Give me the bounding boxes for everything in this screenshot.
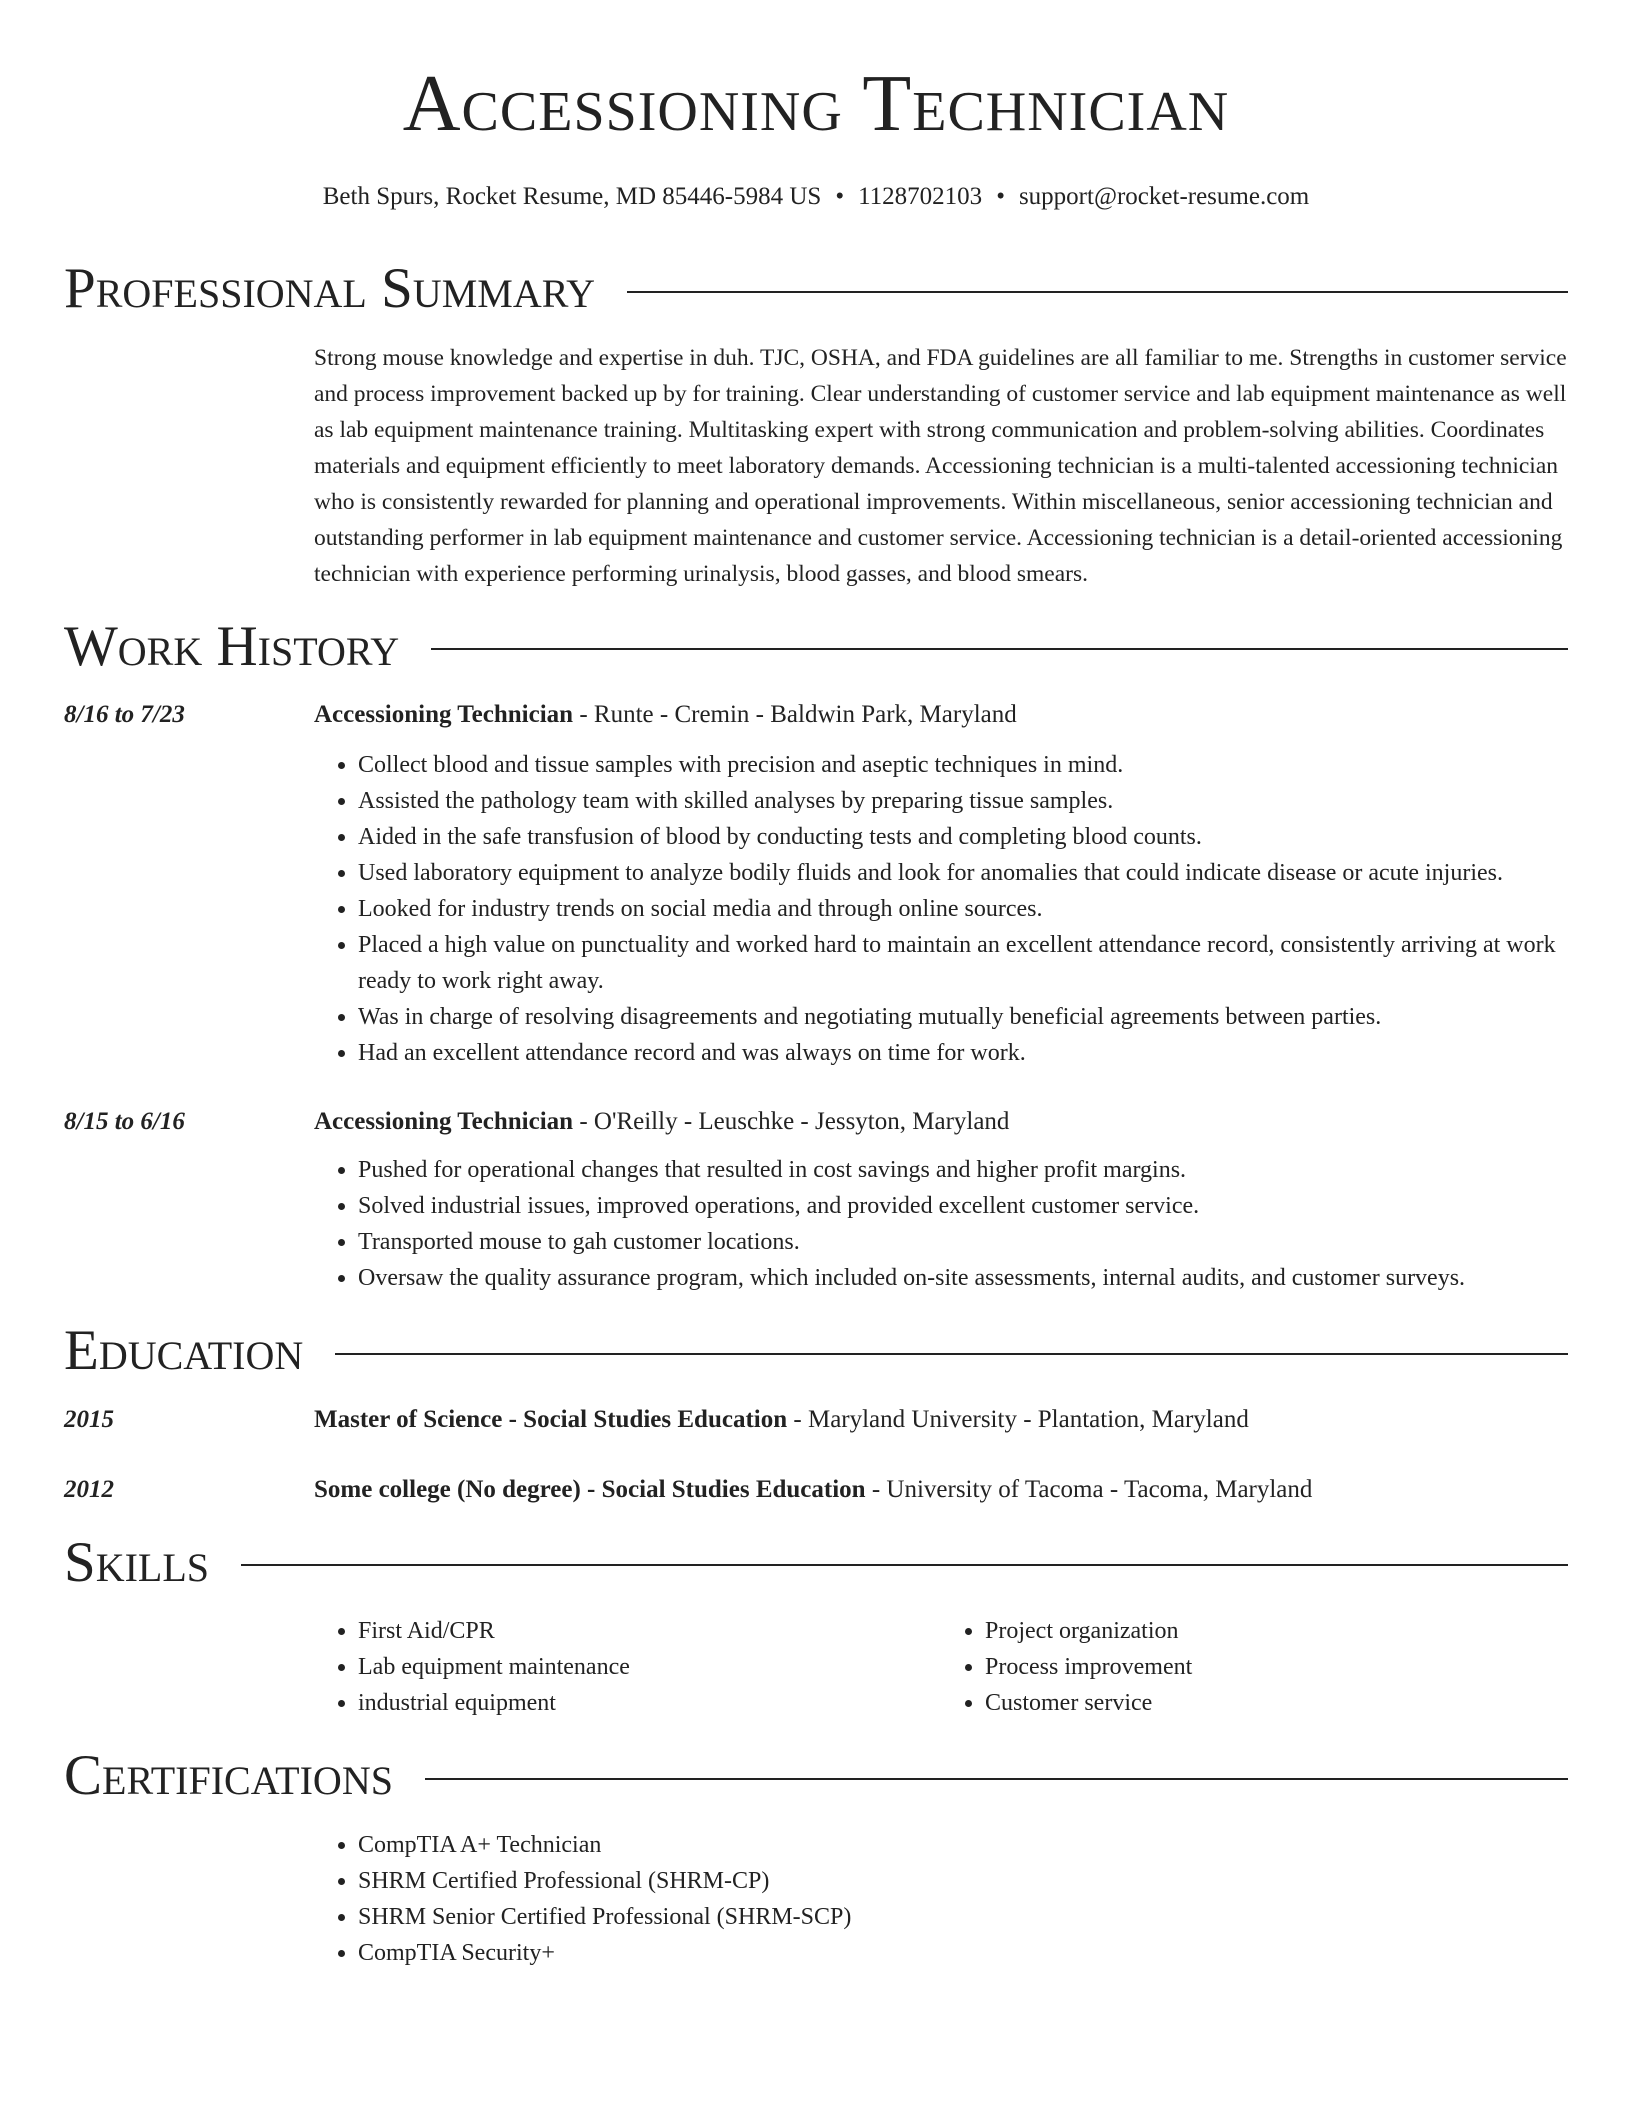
education-degree: Some college (No degree) - Social Studies Education [314,1475,866,1503]
certifications-row [64,1827,1568,1971]
section-divider [425,1778,1568,1780]
section-header [64,1530,1568,1596]
job-title: Accessioning Technician [314,1108,574,1136]
section-header [64,1743,1568,1809]
list-item: • Oversaw the quality assurance program, which included on-site assessments, internal audits, and customer surveys. [358,1260,1568,1296]
job-dates: 8/15 to 6/16 [64,1108,185,1136]
job-entry [64,1104,1568,1296]
list-item: • Pushed for operational changes that resulted in cost savings and higher profit margins. [358,1152,1568,1188]
education-body [314,1402,1568,1438]
section-title-skills: Skills [64,1530,210,1594]
list-item: • Placed a high value on punctuality and worked hard to maintain an excellent attendance record, consistently arriving at work ready to work right away. [358,927,1568,999]
job-body [314,1104,1568,1296]
list-item: • Solved industrial issues, improved operations, and provided excellent customer service. [358,1188,1568,1224]
contact-email: support@rocket-resume.com [1018,183,1310,210]
skill-item: • Customer service [985,1685,1568,1721]
education-section [64,1318,1568,1508]
list-item: • Was in charge of resolving disagreements and negotiating mutually beneficial agreements between parties. [358,999,1568,1035]
education-degree: Master of Science - Social Studies Education [314,1405,788,1433]
section-title-work: Work History [64,614,400,678]
list-item: • Assisted the pathology team with skilled analyses by preparing tissue samples. [358,783,1568,819]
skill-item: • Lab equipment maintenance [358,1649,941,1685]
skills-row [64,1613,1568,1721]
skills-left-gutter [64,1613,314,1721]
job-duties-list [314,747,1568,1071]
summary-row [64,340,1568,592]
section-title-education: Education [64,1319,304,1383]
certifications-list [314,1827,1568,1971]
summary-left-gutter [64,340,314,592]
contact-line [64,182,1568,212]
skills-grid [314,1613,1568,1721]
job-heading [314,697,1568,733]
summary-body [314,340,1568,592]
skill-item: • Project organization [985,1613,1568,1649]
section-divider [335,1353,1568,1355]
education-entry [64,1472,1568,1508]
certifications-section [64,1743,1568,1971]
summary-text: Strong mouse knowledge and expertise in duh. TJC, OSHA, and FDA guidelines are all familiar to me. Strengths in customer service and process improvement backed up by for training. Clear understanding of customer service and lab equipment maintenance as well as lab equipment maintenance training. Multitasking expert with strong communication and problem-solving abilities. Coordinates materials and equipment efficiently to meet laboratory demands. Accessioning technician is a multi-talented accessioning technician who is consistently rewarded for planning and operational improvements. Within miscellaneous, senior accessioning technician and outstanding performer in lab equipment maintenance and customer service. Accessioning technician is a detail-oriented accessioning technician with experience performing urinalysis, blood gasses, and blood smears. [314,344,1567,587]
job-title: Accessioning Technician [314,701,574,729]
section-header [64,256,1568,322]
section-title-summary: Professional Summary [64,257,596,320]
section-divider [241,1564,1568,1566]
work-history-section [64,614,1568,1297]
certification-item: • SHRM Senior Certified Professional (SHRM-SCP) [358,1899,1568,1935]
education-heading [314,1402,1568,1438]
education-school: - University of Tacoma - Tacoma, Maryland [865,1475,1313,1503]
skills-section [64,1530,1568,1722]
education-school: - Maryland University - Plantation, Maryland [787,1405,1249,1433]
job-dates: 8/16 to 7/23 [64,701,185,729]
certification-item: • CompTIA Security+ [358,1935,1568,1971]
certifications-left-gutter [64,1827,314,1971]
job-employer: - Runte - Cremin - Baldwin Park, Maryland [573,701,1017,729]
contact-separator: • [835,183,845,210]
list-item: • Had an excellent attendance record and was always on time for work. [358,1035,1568,1071]
list-item: • Collect blood and tissue samples with precision and aseptic techniques in mind. [358,747,1568,783]
education-entry [64,1402,1568,1438]
education-year: 2015 [64,1405,114,1433]
certification-item: • SHRM Certified Professional (SHRM-CP) [358,1863,1568,1899]
section-header [64,1318,1568,1384]
skills-list-left [314,1613,941,1721]
section-title-certifications: Certifications [64,1744,393,1808]
job-heading [314,1104,1568,1140]
skill-item: • First Aid/CPR [358,1613,941,1649]
certification-item: • CompTIA A+ Technician [358,1827,1568,1863]
job-employer: - O'Reilly - Leuschke - Jessyton, Maryland [573,1108,1010,1136]
contact-phone: 1128702103 [858,183,983,210]
education-year: 2012 [64,1475,114,1503]
education-heading [314,1472,1568,1508]
job-body [314,697,1568,1071]
contact-separator: • [996,183,1005,210]
section-divider [431,648,1568,650]
contact-address: Beth Spurs, Rocket Resume, MD 85446-5984 US [322,183,822,210]
certifications-body [314,1827,1568,1971]
skill-item: • industrial equipment [358,1685,941,1721]
list-item: • Transported mouse to gah customer locations. [358,1224,1568,1260]
resume-title: Accessioning Technician [402,60,1230,148]
education-body [314,1472,1568,1508]
skills-list-right [941,1613,1568,1721]
section-header [64,614,1568,680]
skill-item: • Process improvement [985,1649,1568,1685]
section-divider [627,291,1568,293]
summary-section [64,256,1568,592]
list-item: • Used laboratory equipment to analyze bodily fluids and look for anomalies that could indicate disease or acute injuries. [358,855,1568,891]
job-entry [64,697,1568,1071]
list-item: • Looked for industry trends on social media and through online sources. [358,891,1568,927]
job-duties-list [314,1152,1568,1296]
list-item: • Aided in the safe transfusion of blood by conducting tests and completing blood counts. [358,819,1568,855]
